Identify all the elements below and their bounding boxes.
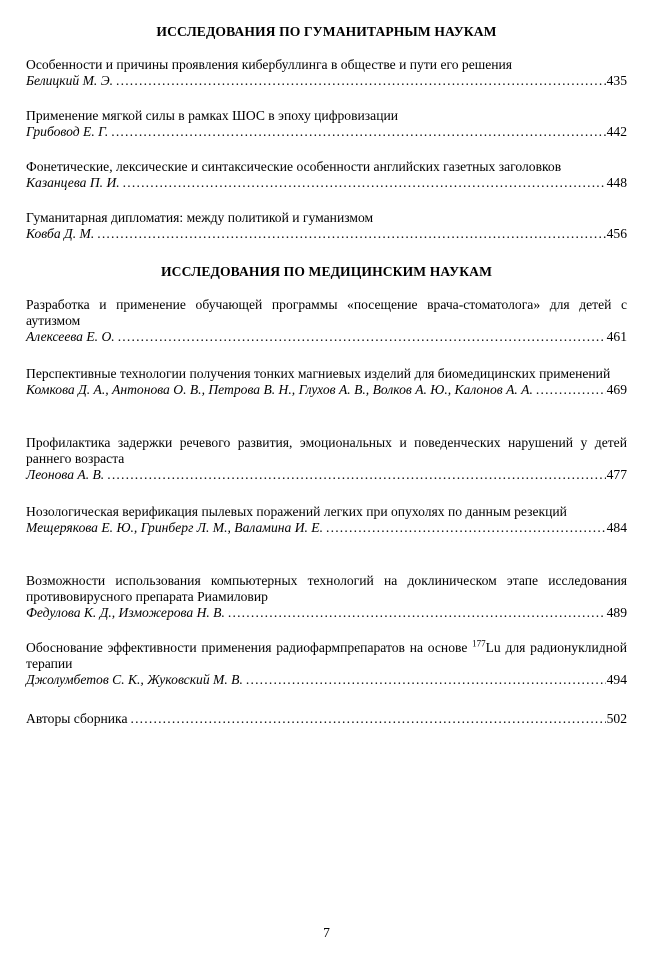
toc-entry-title: Перспективные технологии получения тонких магниевых изделий для биомедицинских применений (26, 366, 611, 381)
toc-entry (26, 57, 627, 89)
toc-entry-authors: Казанцева П. И. (26, 175, 120, 190)
toc-entry (26, 210, 627, 242)
toc-entry-title: Гуманитарная дипломатия: между политикой и гуманизмом (26, 210, 374, 225)
toc-entry-author-line (26, 175, 627, 191)
toc-entry-page: 435 (606, 73, 627, 88)
toc-entry-author-line (26, 226, 627, 242)
toc-entry (26, 640, 627, 688)
toc-entry (26, 366, 627, 398)
dot-leader (123, 175, 606, 191)
toc-entry (26, 573, 627, 621)
page-number: 7 (323, 925, 330, 940)
toc-entry-author-line (26, 382, 627, 398)
toc-entry-author-line (26, 467, 627, 483)
toc-entry-authors: Джолумбетов С. К., Жуковский М. В. (26, 672, 243, 687)
toc-entry-authors: Грибовод Е. Г. (26, 124, 109, 139)
toc-entry-title: Профилактика задержки речевого развития, эмоциональных и поведенческих нарушений у детей раннего возраста (26, 435, 627, 466)
toc-entry-authors: Мещерякова Е. Ю., Гринберг Л. М., Валамина И. Е. (26, 520, 324, 535)
toc-entry-author-line (26, 73, 627, 89)
toc-entry-authors-collection (26, 711, 627, 727)
toc-entry-page: 448 (606, 175, 627, 190)
dot-leader (116, 73, 606, 89)
toc-entry-title: Разработка и применение обучающей программы «посещение врача-стоматолога» для детей с аутизмом (26, 297, 627, 328)
toc-entry-title-part: Обоснование эффективности применения радиофармпрепаратов на основе (26, 640, 473, 655)
toc-entry-authors: Федулова К. Д., Изможерова Н. В. (26, 605, 225, 620)
toc-entry-author-line (26, 605, 627, 621)
toc-entry (26, 159, 627, 191)
section-heading-medicine: ИССЛЕДОВАНИЯ ПО МЕДИЦИНСКИМ НАУКАМ (160, 264, 493, 279)
toc-entry-authors: Белицкий М. Э. (26, 73, 114, 88)
toc-entry-title: Возможности использования компьютерных технологий на доклиническом этапе исследования противовирусного препарата Риамиловир (26, 573, 627, 604)
toc-entry-title-part: Lu для радионуклидной терапии (26, 640, 627, 671)
toc-entry-author-line (26, 329, 627, 345)
toc-entry-authors: Алексеева Е. О. (26, 329, 115, 344)
toc-entry-authors: Комкова Д. А., Антонова О. В., Петрова В. Н., Глухов А. В., Волков А. Ю., Калонов А. А. (26, 382, 533, 397)
toc-entry-page: 489 (606, 605, 627, 620)
authors-collection-label: Авторы сборника (26, 711, 128, 726)
toc-entry-page: 494 (606, 672, 627, 687)
dot-leader (228, 605, 606, 621)
toc-entry-title: Нозологическая верификация пылевых поражений легких при опухолях по данным резекций (26, 504, 567, 519)
dot-leader (118, 329, 606, 345)
toc-entry-page: 461 (606, 329, 627, 344)
authors-collection-page: 502 (606, 711, 627, 726)
dot-leader (130, 711, 605, 727)
dot-leader (326, 520, 606, 536)
toc-entry-author-line (26, 520, 627, 536)
dot-leader (107, 467, 605, 483)
toc-entry-page: 442 (606, 124, 627, 139)
dot-leader (536, 382, 606, 398)
section-heading-humanities: ИССЛЕДОВАНИЯ ПО ГУМАНИТАРНЫМ НАУКАМ (156, 24, 497, 39)
dot-leader (246, 672, 606, 688)
toc-entry-author-line (26, 124, 627, 140)
dot-leader (111, 124, 605, 140)
toc-entry-page: 477 (606, 467, 627, 482)
isotope-mass-number: 177 (472, 638, 486, 649)
toc-entry-page: 456 (606, 226, 627, 241)
toc-entry (26, 435, 627, 483)
toc-entry (26, 108, 627, 140)
toc-entry (26, 297, 627, 345)
toc-entry-title: Применение мягкой силы в рамках ШОС в эпоху цифровизации (26, 108, 399, 123)
toc-entry-author-line (26, 672, 627, 688)
toc-entry (26, 504, 627, 536)
toc-entry-page: 484 (606, 520, 627, 535)
toc-entry-title (26, 640, 627, 672)
dot-leader (97, 226, 605, 242)
toc-entry-title: Особенности и причины проявления кибербуллинга в обществе и пути его решения (26, 57, 513, 72)
toc-entry-page: 469 (606, 382, 627, 397)
toc-entry-authors: Леонова А. В. (26, 467, 105, 482)
toc-entry-title: Фонетические, лексические и синтаксические особенности английских газетных заголовков (26, 159, 562, 174)
toc-entry-authors: Ковба Д. М. (26, 226, 95, 241)
